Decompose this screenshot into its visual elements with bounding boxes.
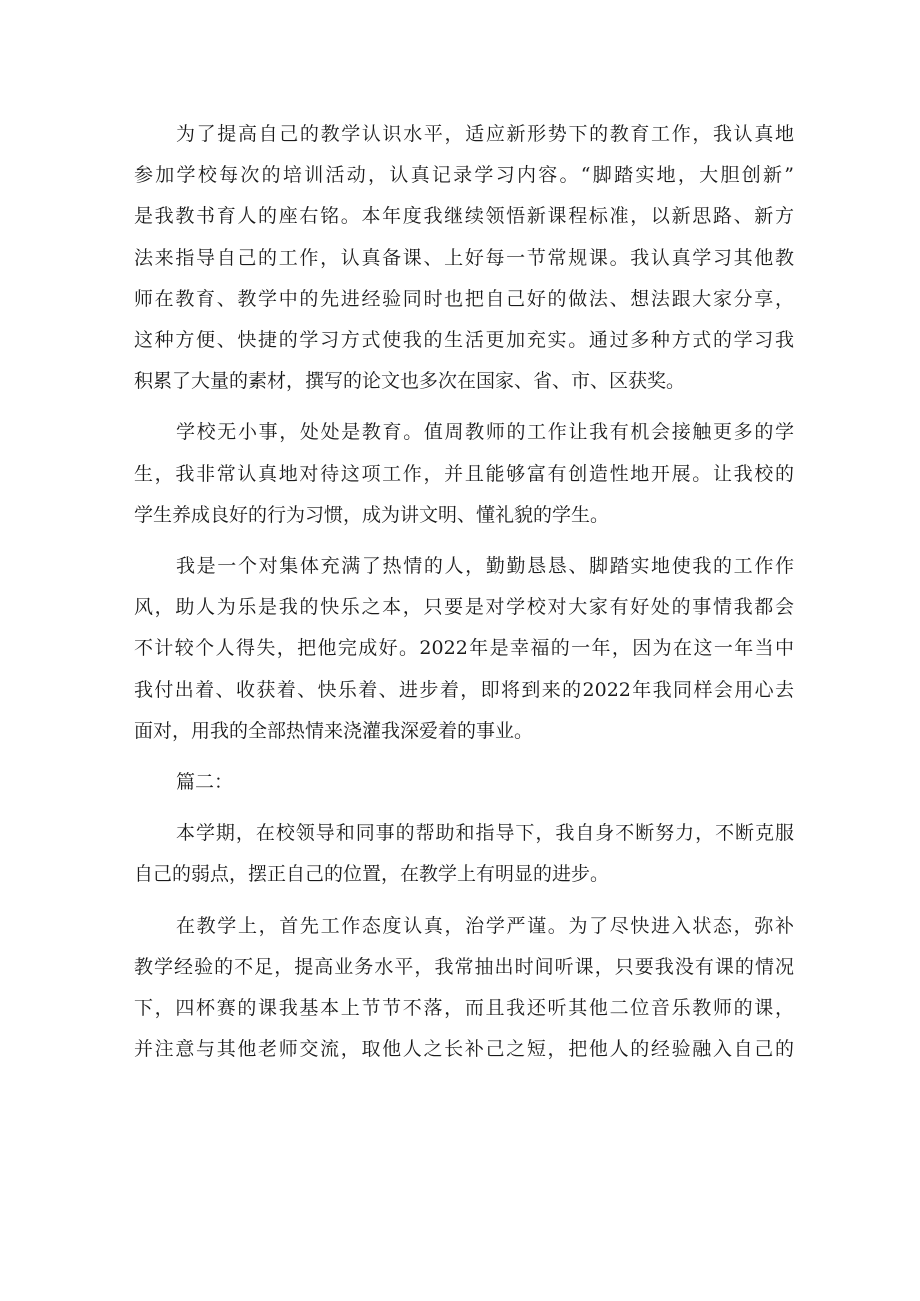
document-body — [134, 114, 794, 1080]
text-line: 自己的弱点，摆正自己的位置，在教学上有明显的进步。 — [134, 863, 610, 886]
text-line: 面对，用我的全部热情来浇灌我深爱着的事业。 — [134, 719, 534, 742]
text-line: 在教学上，首先工作态度认真，治学严谨。为了尽快进入状态，弥补 — [176, 914, 794, 937]
text-line: 下，四杯赛的课我基本上节节不落，而且我还听其他二位音乐教师的课， — [134, 997, 794, 1020]
text-line: 生，我非常认真地对待这项工作，并且能够富有创造性地开展。让我校的 — [134, 462, 794, 485]
text-line: 这种方便、快捷的学习方式使我的生活更加充实。通过多种方式的学习我 — [134, 329, 794, 352]
text-line: 积累了大量的素材，撰写的论文也多次在国家、省、市、区获奖。 — [134, 370, 686, 393]
text-line: 我是一个对集体充满了热情的人，勤勤恳恳、脚踏实地使我的工作作 — [176, 555, 794, 578]
paragraph-5 — [134, 906, 794, 1071]
paragraph-2 — [134, 412, 794, 536]
text-line: 本学期，在校领导和同事的帮助和指导下，我自身不断努力，不断克服 — [176, 822, 794, 845]
paragraph-3 — [134, 546, 794, 752]
text-line: 为了提高自己的教学认识水平，适应新形势下的教育工作，我认真地 — [176, 123, 794, 145]
text-line: 学生养成良好的行为习惯，成为讲文明、懂礼貌的学生。 — [134, 503, 610, 526]
text-line: 我付出着、收获着、快乐着、进步着，即将到来的2022年我同样会用心去 — [134, 678, 794, 701]
text-line: 是我教书育人的座右铭。本年度我继续领悟新课程标准，以新思路、新方 — [134, 205, 794, 228]
paragraph-1 — [134, 114, 794, 402]
paragraph-4 — [134, 813, 794, 895]
section-heading: 篇二： — [176, 771, 234, 794]
text-line: 不计较个人得失，把他完成好。2022年是幸福的一年，因为在这一年当中 — [134, 637, 794, 660]
text-line: 法来指导自己的工作，认真备课、上好每一节常规课。我认真学习其他教 — [134, 246, 794, 269]
text-line: 教学经验的不足，提高业务水平，我常抽出时间听课，只要我没有课的情况 — [134, 955, 794, 978]
text-line: 并注意与其他老师交流，取他人之长补己之短，把他人的经验融入自己的 — [134, 1038, 794, 1061]
text-line: 师在教育、教学中的先进经验同时也把自己好的做法、想法跟大家分享， — [134, 287, 794, 310]
text-line: 学校无小事，处处是教育。值周教师的工作让我有机会接触更多的学 — [176, 421, 794, 444]
text-line: 参加学校每次的培训活动，认真记录学习内容。“脚踏实地，大胆创新” — [134, 164, 794, 187]
text-line: 风，助人为乐是我的快乐之本，只要是对学校对大家有好处的事情我都会 — [134, 596, 794, 619]
section-heading-part-two — [134, 762, 794, 803]
